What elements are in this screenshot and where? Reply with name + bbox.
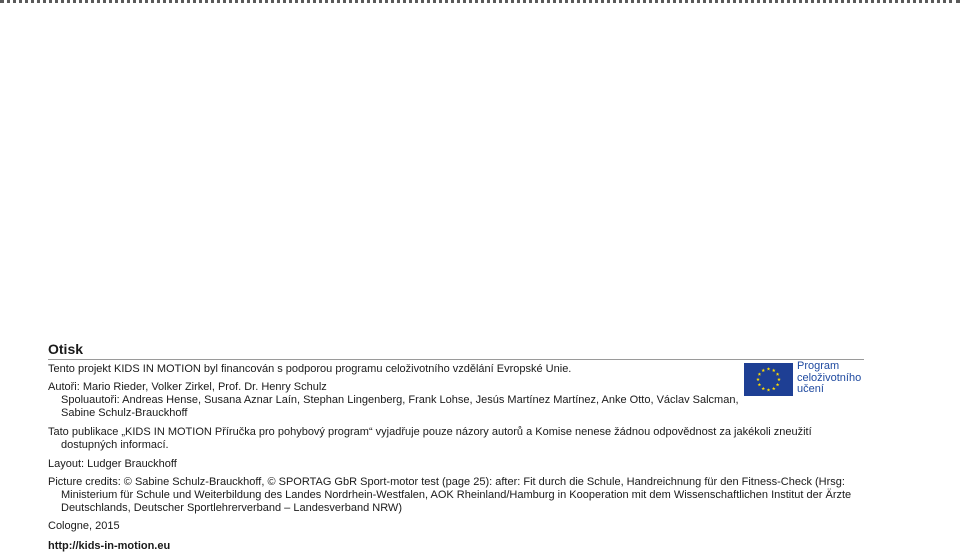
logo-text-line-3: učení <box>797 383 824 395</box>
logo-text-line-2: celoživotního <box>797 371 862 384</box>
eu-star <box>761 387 765 390</box>
logo-text <box>797 361 861 396</box>
coauthors-line-2: Sabine Schulz-Brauckhoff <box>61 407 188 419</box>
eu-star <box>777 378 781 381</box>
eu-star <box>776 372 780 375</box>
imprint-heading: Otisk <box>48 341 84 357</box>
eu-flag-icon <box>744 363 793 396</box>
place-date: Cologne, 2015 <box>48 520 120 532</box>
eu-stars <box>744 363 793 396</box>
coauthors-line-1: Spoluautoři: Andreas Hense, Susana Aznar Laín, Stephan Lingenberg, Frank Lohse, Jesús Martínez Martínez, Anke Otto, Václav Salcman, <box>61 394 739 406</box>
logo-text-line-1: Program <box>797 360 840 372</box>
eu-star <box>756 378 760 381</box>
heading-divider <box>48 359 864 360</box>
eu-star <box>776 383 780 386</box>
layout-credit: Layout: Ludger Brauckhoff <box>48 458 177 470</box>
eu-star <box>758 372 762 375</box>
disclaimer-text: Tato publikace „KIDS IN MOTION Příručka pro pohybový program“ vyjadřuje pouze názory autorů a Komise nenese žádnou odpovědnost za jakékoli zneužití dostupných informací. <box>48 426 812 451</box>
page-top-border <box>0 0 960 3</box>
authors-text: Autoři: Mario Rieder, Volker Zirkel, Prof. Dr. Henry Schulz <box>48 381 327 393</box>
eu-star <box>772 369 776 372</box>
eu-star <box>772 387 776 390</box>
eu-star <box>767 388 771 391</box>
eu-star <box>758 383 762 386</box>
picture-credits: Picture credits: © Sabine Schulz-Brauckhoff, © SPORTAG GbR Sport-motor test (page 25): after: Fit durch die Schule, Handreichnung für den Fitness-Check (Hrsg: Ministerium für Schule und Weiterbildung des Landes Nordrhein-Westfalen, AOK Rheinland/Hamburg in Kooperation mit dem Wissenschaftlichen Institut der Ärzte Deutschlands, Deutscher Sportlehrerverband – Landesverband NRW) <box>48 476 852 514</box>
website-url: http://kids-in-motion.eu <box>48 540 171 552</box>
funding-statement: Tento projekt KIDS IN MOTION byl financován s podporou programu celoživotního vzdělání Evropské Unie. <box>48 363 572 375</box>
eu-star <box>767 367 771 370</box>
authors-line <box>48 381 864 420</box>
eu-star <box>761 369 765 372</box>
lifelong-learning-logo <box>744 360 868 397</box>
